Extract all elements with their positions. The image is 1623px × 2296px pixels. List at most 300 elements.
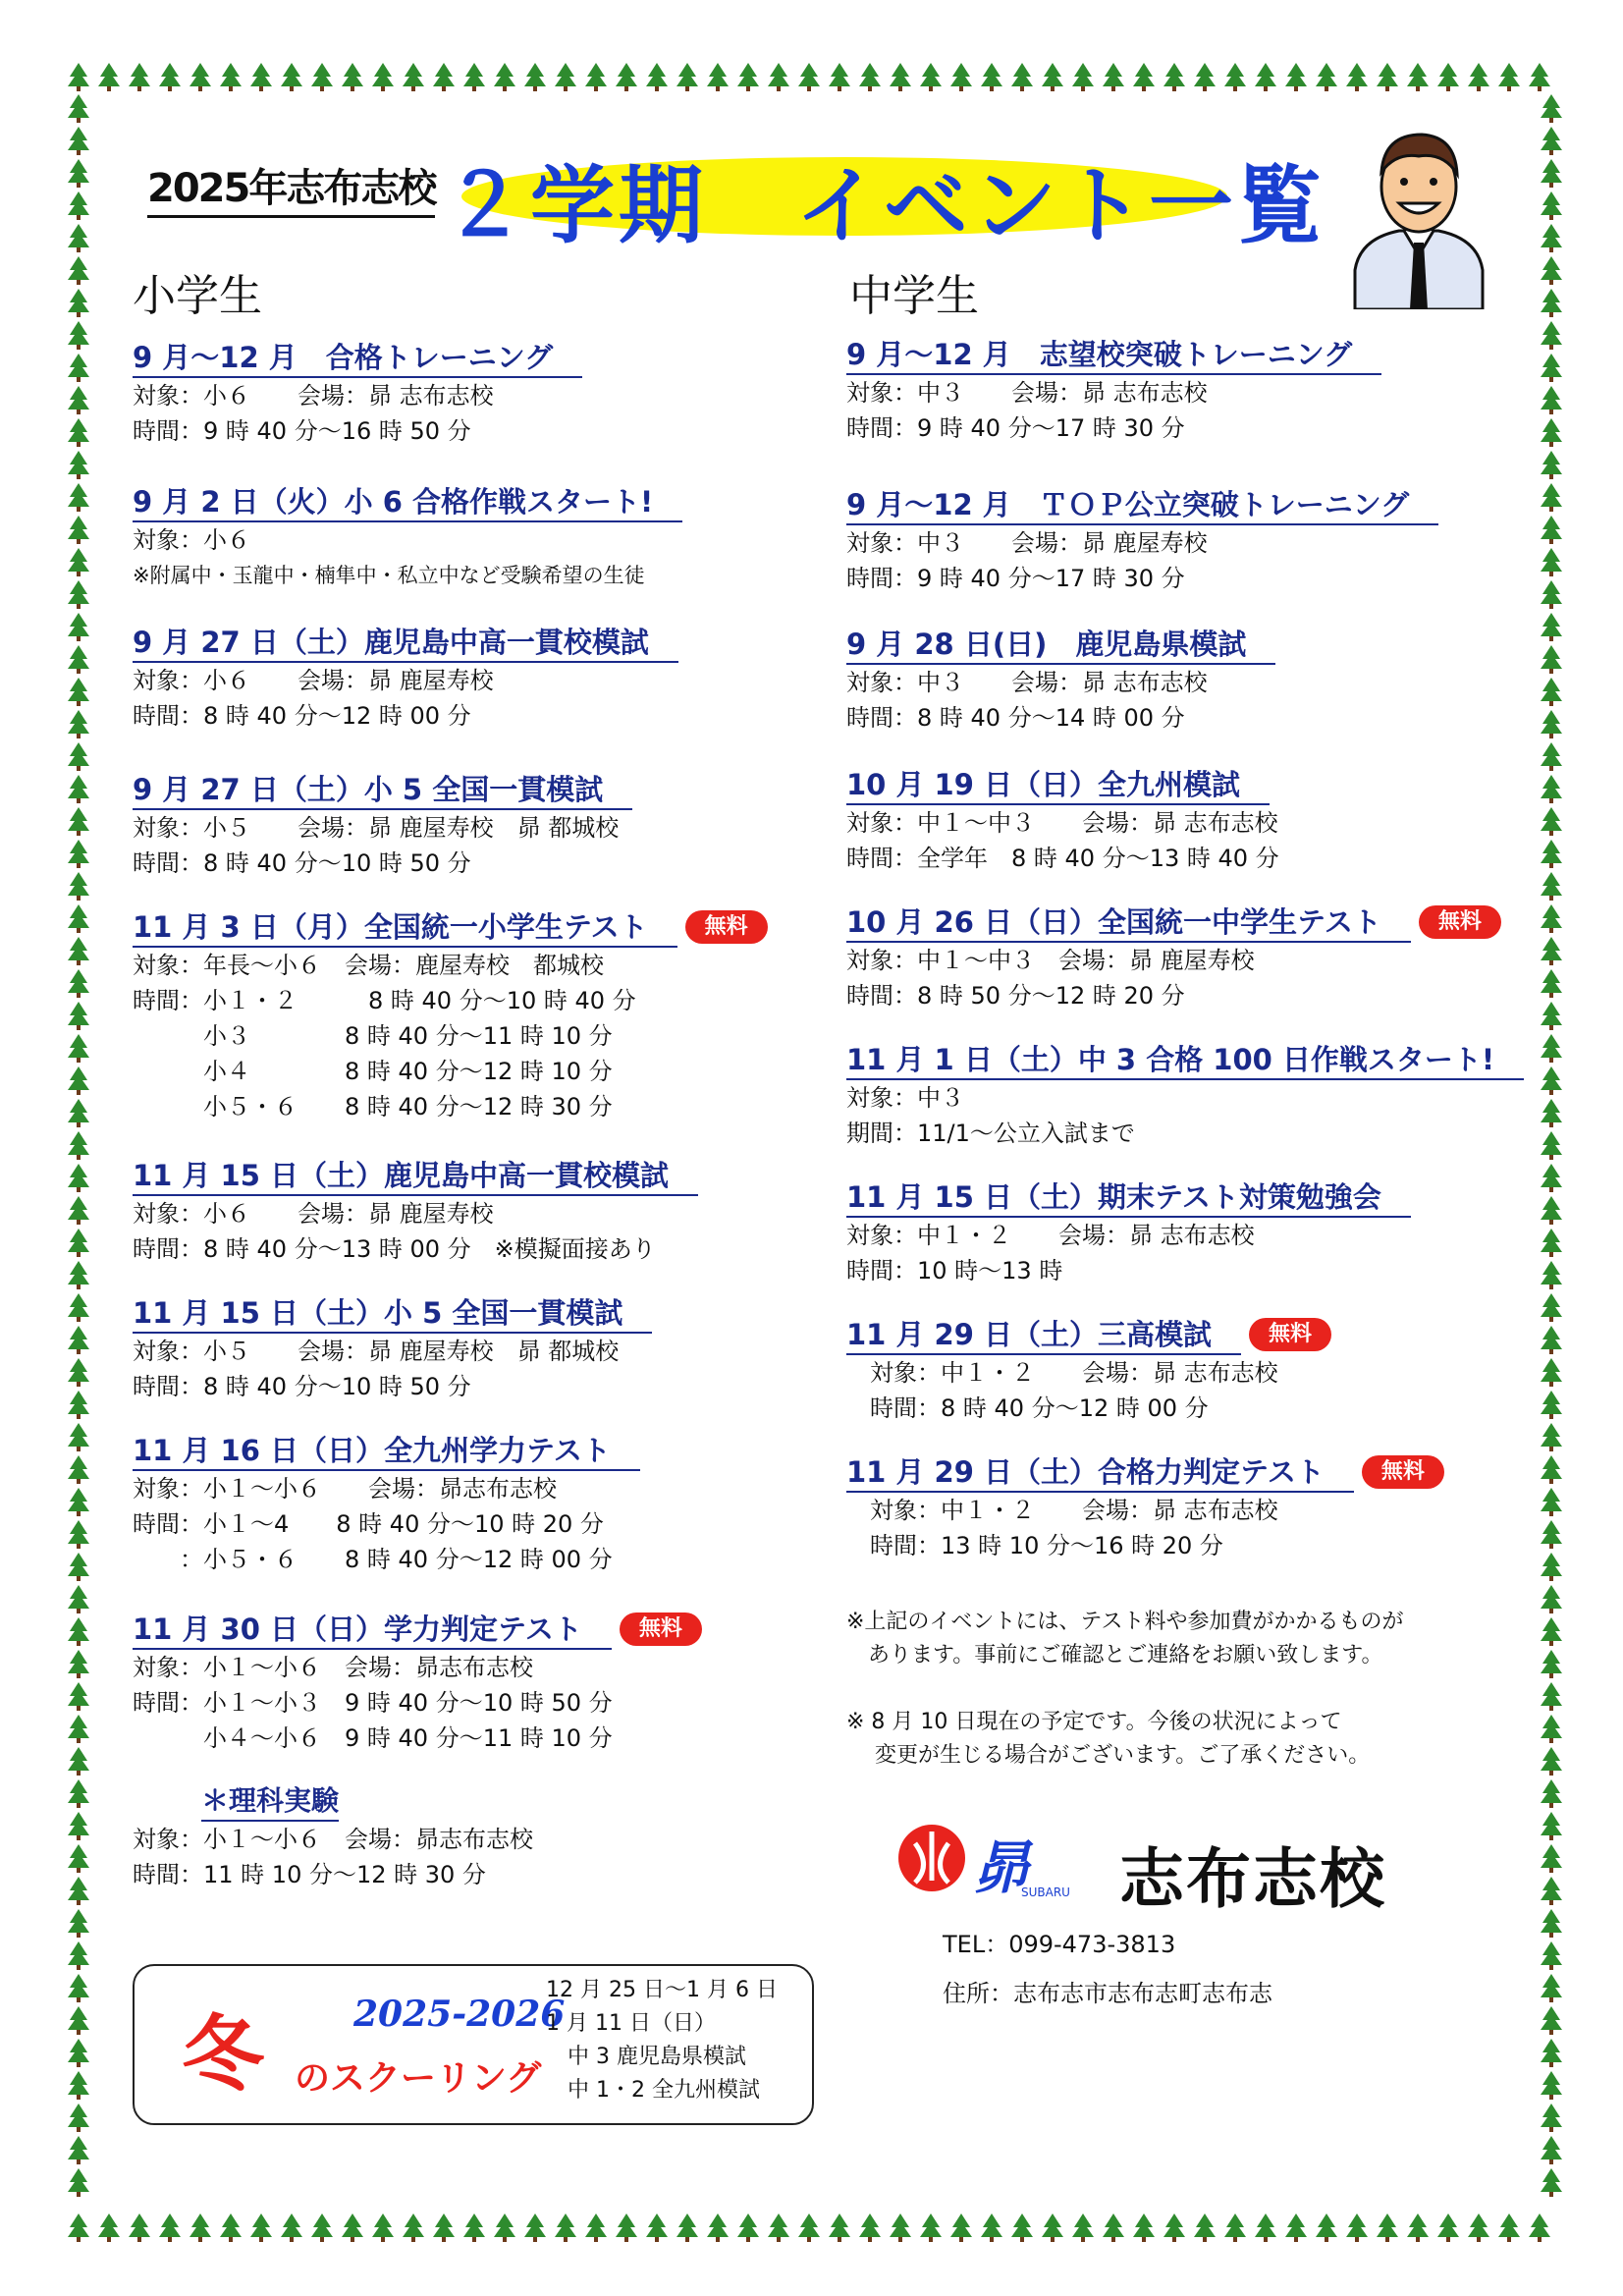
tree-icon	[707, 63, 729, 91]
tree-icon	[555, 63, 576, 91]
tree-icon	[1541, 1488, 1562, 1516]
tree-icon	[1103, 2214, 1124, 2242]
tree-icon	[707, 2214, 729, 2242]
tree-icon	[68, 2136, 89, 2164]
tree-icon	[68, 1196, 89, 1225]
elementary-event-line: 小４～小６ 9 時 40 分～11 時 10 分	[133, 1724, 613, 1752]
tree-icon	[1541, 483, 1562, 512]
winter-years: 2025-2026	[353, 1994, 566, 2035]
junior-event-title: 9 月～12 月 ＴＯＰ公立突破トレーニング	[846, 486, 1438, 525]
tree-icon	[1541, 1423, 1562, 1451]
tree-icon	[68, 1261, 89, 1289]
tree-icon	[1541, 94, 1562, 123]
tree-icon	[1194, 63, 1216, 91]
tree-icon	[981, 2214, 1002, 2242]
tree-icon	[1541, 678, 1562, 706]
tree-icon	[1541, 451, 1562, 479]
elementary-event	[133, 483, 820, 593]
elementary-event-line: 対象：小６ 会場：昴 鹿屋寿校	[133, 667, 494, 694]
tree-icon	[1437, 63, 1459, 91]
tree-icon	[1346, 2214, 1368, 2242]
junior-event-title: 11 月 29 日（土）合格力判定テスト	[846, 1453, 1354, 1493]
tree-icon	[68, 418, 89, 447]
tree-icon	[68, 386, 89, 414]
tree-icon	[98, 2214, 120, 2242]
science-event-title: ＊理科実験	[201, 1782, 339, 1822]
tree-icon	[129, 63, 150, 91]
tree-icon	[890, 63, 911, 91]
elementary-event	[133, 1611, 820, 1756]
winter-schedule-line: 1 月 11 日（日）	[546, 2011, 716, 2036]
tree-icon	[1541, 904, 1562, 933]
tree-icon	[1541, 1196, 1562, 1225]
junior-event-title: 11 月 1 日（土）中 3 合格 100 日作戦スタート!	[846, 1041, 1524, 1080]
tree-icon	[1541, 1941, 1562, 1970]
junior-event-line: 対象：中１～中３ 会場：昴 志布志校	[846, 809, 1278, 837]
tree-icon	[68, 904, 89, 933]
elementary-event-line: 小４ 8 時 40 分～12 時 10 分	[133, 1058, 613, 1085]
tree-icon	[1541, 2006, 1562, 2035]
tree-icon	[68, 483, 89, 512]
tree-icon	[68, 1326, 89, 1354]
tree-icon	[68, 1617, 89, 1646]
tree-icon	[1541, 872, 1562, 901]
tree-icon	[1541, 2104, 1562, 2132]
tree-icon	[1346, 63, 1368, 91]
junior-event-line: 時間：全学年 8 時 40 分～13 時 40 分	[846, 845, 1279, 872]
tree-icon	[1541, 1261, 1562, 1289]
winter-schedule	[546, 1974, 778, 2107]
tree-icon	[189, 2214, 211, 2242]
tree-icon	[1541, 1553, 1562, 1581]
elementary-event-line: 対象：小１～小６ 会場：昴志布志校	[133, 1475, 557, 1503]
tree-icon	[1541, 1877, 1562, 1905]
tree-icon	[1377, 2214, 1398, 2242]
junior-event-title: 11 月 15 日（土）期末テスト対策勉強会	[846, 1178, 1411, 1218]
tree-icon	[68, 2214, 89, 2242]
tree-icon	[1541, 1974, 1562, 2002]
junior-event	[846, 1316, 1534, 1426]
tree-icon	[1224, 2214, 1246, 2242]
tree-icon	[829, 2214, 850, 2242]
tree-icon	[68, 1293, 89, 1322]
tree-icon	[68, 224, 89, 252]
tree-icon	[1468, 63, 1489, 91]
tree-icon	[372, 63, 394, 91]
tree-icon	[311, 63, 333, 91]
tree-icon	[1498, 63, 1520, 91]
tree-icon	[68, 1229, 89, 1257]
tree-icon	[1541, 1066, 1562, 1095]
tree-icon	[1541, 1747, 1562, 1776]
tree-icon	[1316, 2214, 1337, 2242]
tree-icon	[342, 63, 363, 91]
tree-icon	[281, 2214, 302, 2242]
tree-icon	[68, 969, 89, 998]
elementary-event	[133, 1432, 820, 1577]
tree-icon	[311, 2214, 333, 2242]
junior-event	[846, 1453, 1534, 1563]
tree-icon	[737, 63, 759, 91]
science-event-line: 時間：11 時 10 分～12 時 30 分	[133, 1861, 486, 1888]
tree-icon	[1255, 2214, 1276, 2242]
elementary-event-line: 対象：年長～小６ 会場：鹿屋寿校 都城校	[133, 952, 604, 979]
tree-icon	[524, 2214, 546, 2242]
tree-icon	[1541, 2071, 1562, 2100]
elementary-event-line: ※附属中・玉龍中・楠隼中・私立中など受験希望の生徒	[133, 564, 645, 587]
tree-icon	[68, 613, 89, 641]
tree-icon	[1163, 2214, 1185, 2242]
elementary-event-line: 時間：小１～4 8 時 40 分～10 時 20 分	[133, 1510, 604, 1538]
subaru-logo-icon	[895, 1822, 969, 1895]
tree-icon	[1407, 2214, 1429, 2242]
junior-event-line: 時間：13 時 10 分～16 時 20 分	[846, 1532, 1223, 1559]
elementary-event-title: 9 月 2 日（火）小 6 合格作戦スタート!	[133, 483, 682, 522]
tree-icon	[1541, 159, 1562, 188]
tree-icon	[372, 2214, 394, 2242]
tree-icon	[68, 1002, 89, 1030]
tree-icon	[68, 2006, 89, 2035]
tree-icon	[250, 63, 272, 91]
junior-event-line: 対象：中３ 会場：昴 志布志校	[846, 379, 1208, 407]
tree-icon	[676, 2214, 698, 2242]
tree-icon	[68, 289, 89, 317]
tree-icon	[1541, 1909, 1562, 1938]
free-badge: 無料	[1419, 905, 1501, 939]
junior-event-title: 10 月 19 日（日）全九州模試	[846, 766, 1270, 805]
junior-event-line: 時間：9 時 40 分～17 時 30 分	[846, 414, 1185, 442]
tree-icon	[68, 1715, 89, 1743]
tree-icon	[1407, 63, 1429, 91]
elementary-event-line: 時間：8 時 40 分～12 時 00 分	[133, 702, 471, 730]
tree-icon	[920, 2214, 942, 2242]
note-line: ※ 8 月 10 日現在の予定です。今後の状況によって	[846, 1710, 1342, 1734]
tree-icon	[1541, 2039, 1562, 2067]
tree-icon	[68, 354, 89, 382]
free-badge: 無料	[1249, 1318, 1331, 1351]
tree-icon	[798, 63, 820, 91]
junior-event-line: 時間：8 時 40 分～12 時 00 分	[846, 1394, 1209, 1422]
note-line: ※上記のイベントには、テスト料や参加費がかかるものが	[846, 1610, 1404, 1634]
tree-icon	[68, 2039, 89, 2067]
school-year-label: 2025年志布志校	[147, 157, 435, 218]
notes	[846, 1606, 1404, 1773]
junior-heading: 中学生	[849, 271, 979, 321]
elementary-event	[133, 908, 820, 1124]
elementary-event-line: 対象：小５ 会場：昴 鹿屋寿校 昴 都城校	[133, 1338, 620, 1365]
tree-icon	[463, 2214, 485, 2242]
junior-event-title: 9 月～12 月 志望校突破トレーニング	[846, 336, 1381, 375]
elementary-event-line: 対象：小６ 会場：昴 志布志校	[133, 382, 494, 410]
tree-icon	[1541, 2168, 1562, 2197]
tree-icon	[68, 1034, 89, 1063]
tree-icon	[68, 516, 89, 544]
tree-icon	[950, 63, 972, 91]
tree-icon	[1011, 63, 1033, 91]
tree-icon	[68, 1747, 89, 1776]
tree-icon	[920, 63, 942, 91]
tree-icon	[616, 63, 637, 91]
tree-icon	[1541, 1131, 1562, 1160]
junior-event	[846, 1178, 1534, 1288]
tree-icon	[159, 2214, 181, 2242]
logo-brand: 昴	[972, 1834, 1030, 1901]
tree-icon	[1255, 63, 1276, 91]
tree-icon	[859, 63, 881, 91]
tree-icon	[68, 1391, 89, 1419]
tree-icon	[1541, 1099, 1562, 1127]
junior-event	[846, 626, 1534, 736]
tree-icon	[433, 2214, 455, 2242]
tree-icon	[68, 1358, 89, 1387]
tree-icon	[433, 63, 455, 91]
elementary-event-line: 小５・６ 8 時 40 分～12 時 30 分	[133, 1093, 613, 1121]
logo-school-name: 志布志校	[1119, 1841, 1386, 1917]
tree-icon	[1541, 418, 1562, 447]
tree-icon	[281, 63, 302, 91]
elementary-event-line: 時間：小１～小３ 9 時 40 分～10 時 50 分	[133, 1689, 613, 1717]
elementary-event-title: 11 月 16 日（日）全九州学力テスト	[133, 1432, 640, 1471]
tree-icon	[68, 1488, 89, 1516]
tree-icon	[1541, 1455, 1562, 1484]
junior-event-title: 11 月 29 日（土）三高模試	[846, 1316, 1241, 1355]
junior-event-line: 対象：中３	[846, 1084, 964, 1112]
winter-schedule-line: 中 3 鹿児島県模試	[546, 2045, 746, 2069]
tree-icon	[494, 2214, 515, 2242]
tree-icon	[68, 94, 89, 123]
elementary-event-title: 11 月 30 日（日）学力判定テスト	[133, 1611, 612, 1650]
tree-icon	[829, 63, 850, 91]
tree-icon	[68, 63, 89, 91]
junior-event	[846, 766, 1534, 876]
contact-address: 住所：志布志市志布志町志布志	[943, 1980, 1272, 2007]
tree-icon	[950, 2214, 972, 2242]
tree-icon	[220, 2214, 242, 2242]
tree-icon	[68, 1164, 89, 1192]
winter-kanji: 冬	[182, 2005, 265, 2103]
tree-icon	[1468, 2214, 1489, 2242]
tree-icon	[1541, 1844, 1562, 1873]
free-badge: 無料	[685, 910, 768, 944]
tree-icon	[68, 548, 89, 576]
elementary-event-line: 対象：小６	[133, 526, 250, 554]
tree-icon	[981, 63, 1002, 91]
elementary-event-line: 時間：小１・２ 8 時 40 分～10 時 40 分	[133, 987, 636, 1014]
elementary-event-line: 時間：8 時 40 分～10 時 50 分	[133, 1373, 471, 1400]
tree-icon	[1541, 969, 1562, 998]
tree-icon	[68, 1455, 89, 1484]
tree-icon	[1541, 289, 1562, 317]
tree-icon	[1498, 2214, 1520, 2242]
tree-icon	[1541, 191, 1562, 220]
tree-icon	[1541, 1650, 1562, 1678]
tree-icon	[1541, 224, 1562, 252]
tree-icon	[555, 2214, 576, 2242]
elementary-event-line: ：小５・６ 8 時 40 分～12 時 00 分	[133, 1546, 613, 1573]
elementary-event-line: 小３ 8 時 40 分～11 時 10 分	[133, 1022, 613, 1050]
elementary-event	[133, 624, 820, 734]
tree-icon	[1541, 1682, 1562, 1711]
elementary-event	[133, 1157, 820, 1267]
junior-event-line: 時間：8 時 50 分～12 時 20 分	[846, 982, 1185, 1010]
tree-icon	[403, 2214, 424, 2242]
contact-tel: TEL：099-473-3813	[943, 1931, 1176, 1958]
tree-icon	[68, 742, 89, 771]
elementary-event-line: 対象：小５ 会場：昴 鹿屋寿校 昴 都城校	[133, 814, 620, 842]
tree-icon	[68, 159, 89, 188]
tree-icon	[68, 1650, 89, 1678]
tree-icon	[250, 2214, 272, 2242]
elementary-heading: 小学生	[133, 271, 262, 321]
tree-icon	[68, 872, 89, 901]
elementary-event-title: 9 月 27 日（土）小 5 全国一貫模試	[133, 771, 632, 810]
winter-schooling-label: のスクーリング	[295, 2058, 542, 2099]
tree-icon	[98, 63, 120, 91]
tree-icon	[1285, 63, 1307, 91]
tree-icon	[68, 937, 89, 965]
tree-icon	[1529, 63, 1550, 91]
tree-icon	[68, 321, 89, 350]
junior-event-line: 対象：中１～中３ 会場：昴 鹿屋寿校	[846, 947, 1255, 974]
junior-event	[846, 1041, 1534, 1151]
tree-icon	[68, 678, 89, 706]
tree-icon	[1437, 2214, 1459, 2242]
tree-icon	[646, 63, 668, 91]
tree-icon	[737, 2214, 759, 2242]
tree-icon	[1541, 516, 1562, 544]
tree-icon	[1194, 2214, 1216, 2242]
tree-icon	[1541, 127, 1562, 155]
tree-icon	[68, 256, 89, 285]
junior-event-line: 対象：中１・２ 会場：昴 志布志校	[846, 1359, 1278, 1387]
tree-icon	[68, 451, 89, 479]
tree-icon	[1541, 710, 1562, 738]
junior-event-title: 9 月 28 日(日) 鹿児島県模試	[846, 626, 1275, 665]
tree-icon	[1011, 2214, 1033, 2242]
tree-icon	[68, 840, 89, 868]
winter-schedule-line: 12 月 25 日～1 月 6 日	[546, 1978, 778, 2002]
junior-event-line: 時間：10 時～13 時	[846, 1257, 1063, 1285]
tree-icon	[1541, 807, 1562, 836]
tree-icon	[1541, 1617, 1562, 1646]
tree-icon	[1541, 840, 1562, 868]
tree-icon	[129, 2214, 150, 2242]
junior-event	[846, 486, 1534, 596]
tree-icon	[68, 1974, 89, 2002]
note-line	[846, 1672, 1404, 1706]
tree-icon	[1541, 548, 1562, 576]
tree-icon	[1541, 1391, 1562, 1419]
note-line: あります。事前にご確認とご連絡をお願い致します。	[846, 1643, 1383, 1667]
elementary-event-title: 11 月 3 日（月）全国統一小学生テスト	[133, 908, 677, 948]
elementary-event-title: 11 月 15 日（土）小 5 全国一貫模試	[133, 1294, 652, 1334]
tree-icon	[68, 2104, 89, 2132]
tree-icon	[68, 127, 89, 155]
tree-icon	[1541, 742, 1562, 771]
elementary-event-title: 11 月 15 日（土）鹿児島中高一貫校模試	[133, 1157, 698, 1196]
tree-icon	[68, 1131, 89, 1160]
tree-icon	[1541, 386, 1562, 414]
free-badge: 無料	[620, 1613, 702, 1646]
tree-icon	[1541, 937, 1562, 965]
tree-icon	[1529, 2214, 1550, 2242]
tree-icon	[1163, 63, 1185, 91]
tree-icon	[1541, 1293, 1562, 1322]
science-event-line: 対象：小１～小６ 会場：昴志布志校	[133, 1826, 533, 1853]
junior-event-line: 時間：8 時 40 分～14 時 00 分	[846, 704, 1185, 732]
tree-icon	[68, 1585, 89, 1613]
tree-icon	[1541, 1358, 1562, 1387]
tree-icon	[494, 63, 515, 91]
junior-event-line: 対象：中１・２ 会場：昴 志布志校	[846, 1497, 1278, 1524]
note-line: 変更が生じる場合がございます。ご了承ください。	[846, 1743, 1371, 1768]
tree-icon	[68, 645, 89, 674]
tree-icon	[1072, 2214, 1094, 2242]
elementary-event-line: 時間：8 時 40 分～10 時 50 分	[133, 849, 471, 877]
elementary-event-line: 対象：小６ 会場：昴 鹿屋寿校	[133, 1200, 494, 1228]
tree-icon	[1541, 1034, 1562, 1063]
tree-icon	[68, 1844, 89, 1873]
tree-icon	[676, 63, 698, 91]
tree-icon	[1133, 2214, 1155, 2242]
tree-icon	[68, 1682, 89, 1711]
tree-icon	[890, 2214, 911, 2242]
tree-icon	[68, 1423, 89, 1451]
tree-icon	[68, 191, 89, 220]
tree-icon	[68, 2168, 89, 2197]
tree-icon	[220, 63, 242, 91]
tree-icon	[1541, 613, 1562, 641]
tree-icon	[1316, 63, 1337, 91]
tree-icon	[1072, 63, 1094, 91]
tree-icon	[1541, 1585, 1562, 1613]
tree-icon	[68, 1877, 89, 1905]
tree-icon	[1541, 256, 1562, 285]
tree-icon	[585, 2214, 607, 2242]
tree-icon	[768, 2214, 789, 2242]
tree-icon	[342, 2214, 363, 2242]
tree-icon	[1541, 1715, 1562, 1743]
tree-icon	[1541, 1164, 1562, 1192]
page-title: ２学期 イベント一覧	[442, 157, 1325, 255]
elementary-event-title: 9 月～12 月 合格トレーニング	[133, 339, 582, 378]
tree-icon	[1224, 63, 1246, 91]
tree-icon	[1541, 775, 1562, 803]
elementary-event-line: 時間：8 時 40 分～13 時 00 分 ※模擬面接あり	[133, 1235, 656, 1263]
tree-icon	[1042, 2214, 1063, 2242]
tree-icon	[646, 2214, 668, 2242]
tree-icon	[1541, 580, 1562, 609]
tree-icon	[68, 580, 89, 609]
logo-brand-sub: SUBARU	[1021, 1886, 1070, 1899]
elementary-event-title: 9 月 27 日（土）鹿児島中高一貫校模試	[133, 624, 678, 663]
tree-icon	[1541, 354, 1562, 382]
tree-icon	[1541, 1326, 1562, 1354]
free-badge: 無料	[1362, 1455, 1444, 1489]
tree-icon	[68, 1520, 89, 1549]
junior-event-line: 対象：中１・２ 会場：昴 志布志校	[846, 1222, 1255, 1249]
elementary-event-line: 時間：9 時 40 分～16 時 50 分	[133, 417, 471, 445]
tree-icon	[1541, 1002, 1562, 1030]
tree-icon	[68, 775, 89, 803]
tree-icon	[68, 807, 89, 836]
tree-icon	[68, 1779, 89, 1808]
tree-icon	[798, 2214, 820, 2242]
junior-event	[846, 903, 1534, 1013]
tree-icon	[1541, 1812, 1562, 1840]
elementary-event	[133, 1294, 820, 1404]
tree-icon	[68, 1909, 89, 1938]
